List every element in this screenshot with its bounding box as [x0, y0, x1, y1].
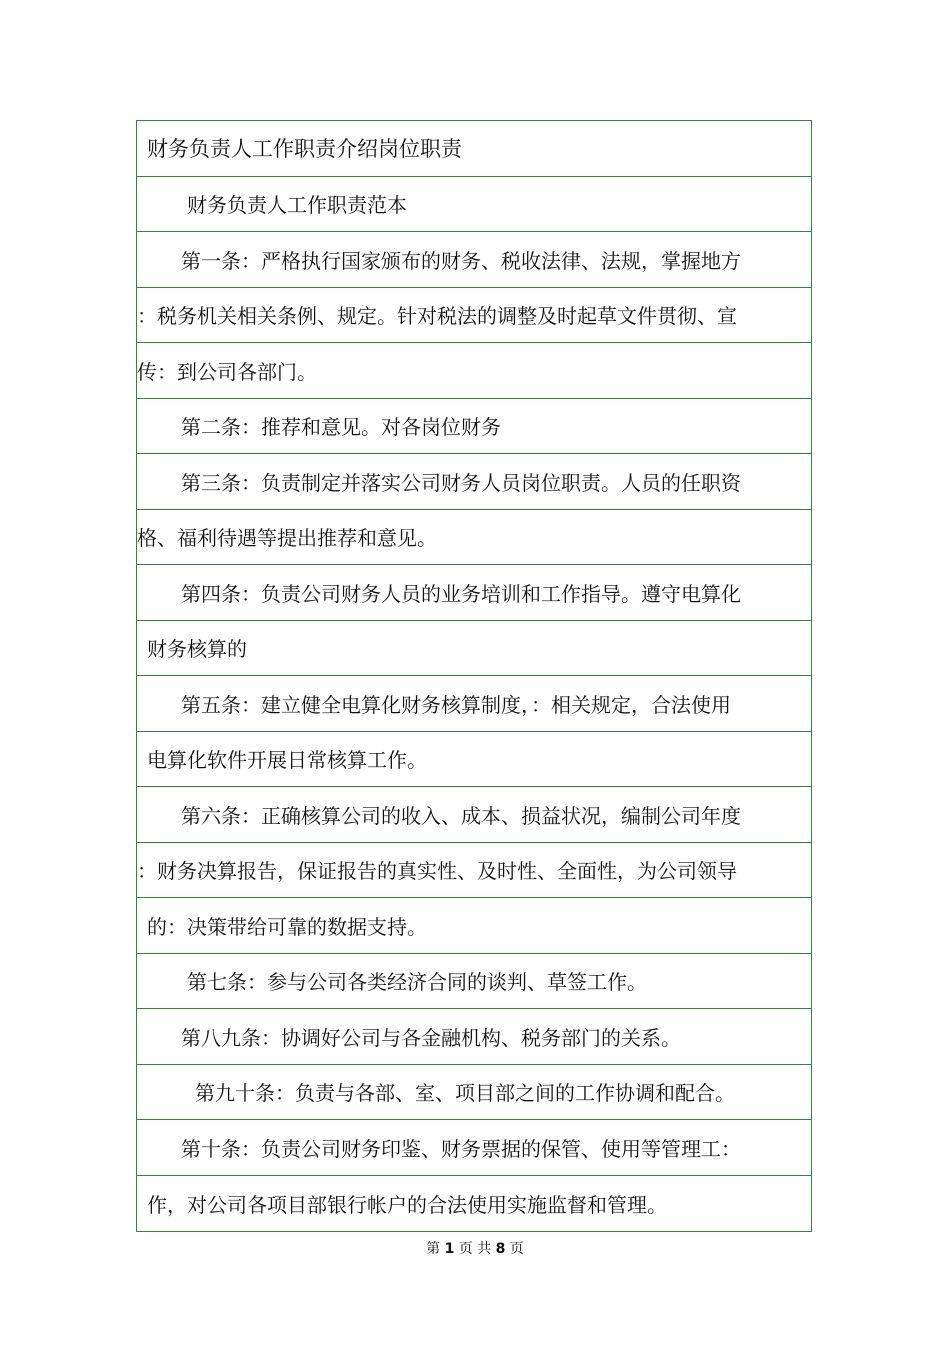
clause-row: 传：到公司各部门。 — [137, 343, 811, 399]
document-subtitle: 财务负责人工作职责范本 — [137, 177, 811, 233]
clause-row: 第五条：建立健全电算化财务核算制度，：相关规定，合法使用 — [137, 676, 811, 732]
clause-row: 第六条：正确核算公司的收入、成本、损益状况，编制公司年度 — [137, 787, 811, 843]
document-table — [136, 120, 812, 1232]
current-page-number: 1 — [444, 1241, 455, 1257]
clause-row: 第四条：负责公司财务人员的业务培训和工作指导。遵守电算化 — [137, 565, 811, 621]
clause-row: 作，对公司各项目部银行帐户的合法使用实施监督和管理。 — [147, 1192, 667, 1217]
total-page-count: 8 — [495, 1241, 506, 1257]
document-title: 财务负责人工作职责介绍岗位职责 — [137, 121, 811, 177]
clause-row: 第三条：负责制定并落实公司财务人员岗位职责。人员的任职资 — [137, 454, 811, 510]
clause-row: 的：决策带给可靠的数据支持。 — [137, 898, 811, 954]
footer-suffix: 页 — [509, 1241, 524, 1257]
clause-row: 财务核算的 — [137, 621, 811, 677]
clause-row: 第八九条：协调好公司与各金融机构、税务部门的关系。 — [137, 1009, 811, 1065]
clause-row: 电算化软件开展日常核算工作。 — [137, 732, 811, 788]
footer-middle: 页 共 — [458, 1241, 492, 1257]
clause-row: ：税务机关相关条例、规定。针对税法的调整及时起草文件贯彻、宣 — [137, 288, 811, 344]
footer-prefix: 第 — [426, 1241, 441, 1257]
clause-row: 第七条：参与公司各类经济合同的谈判、草签工作。 — [137, 954, 811, 1010]
clause-row: 格、福利待遇等提出推荐和意见。 — [137, 510, 811, 566]
clause-row: 第十条：负责公司财务印鉴、财务票据的保管、使用等管理工： — [137, 1120, 811, 1176]
clause-row: 第九十条：负责与各部、室、项目部之间的工作协调和配合。 — [137, 1065, 811, 1121]
clause-row: 第一条：严格执行国家颁布的财务、税收法律、法规，掌握地方 — [137, 232, 811, 288]
page-footer — [0, 1238, 950, 1258]
clause-row: ：财务决算报告，保证报告的真实性、及时性、全面性，为公司领导 — [137, 843, 811, 899]
clause-row: 第二条：推荐和意见。对各岗位财务 — [137, 399, 811, 455]
